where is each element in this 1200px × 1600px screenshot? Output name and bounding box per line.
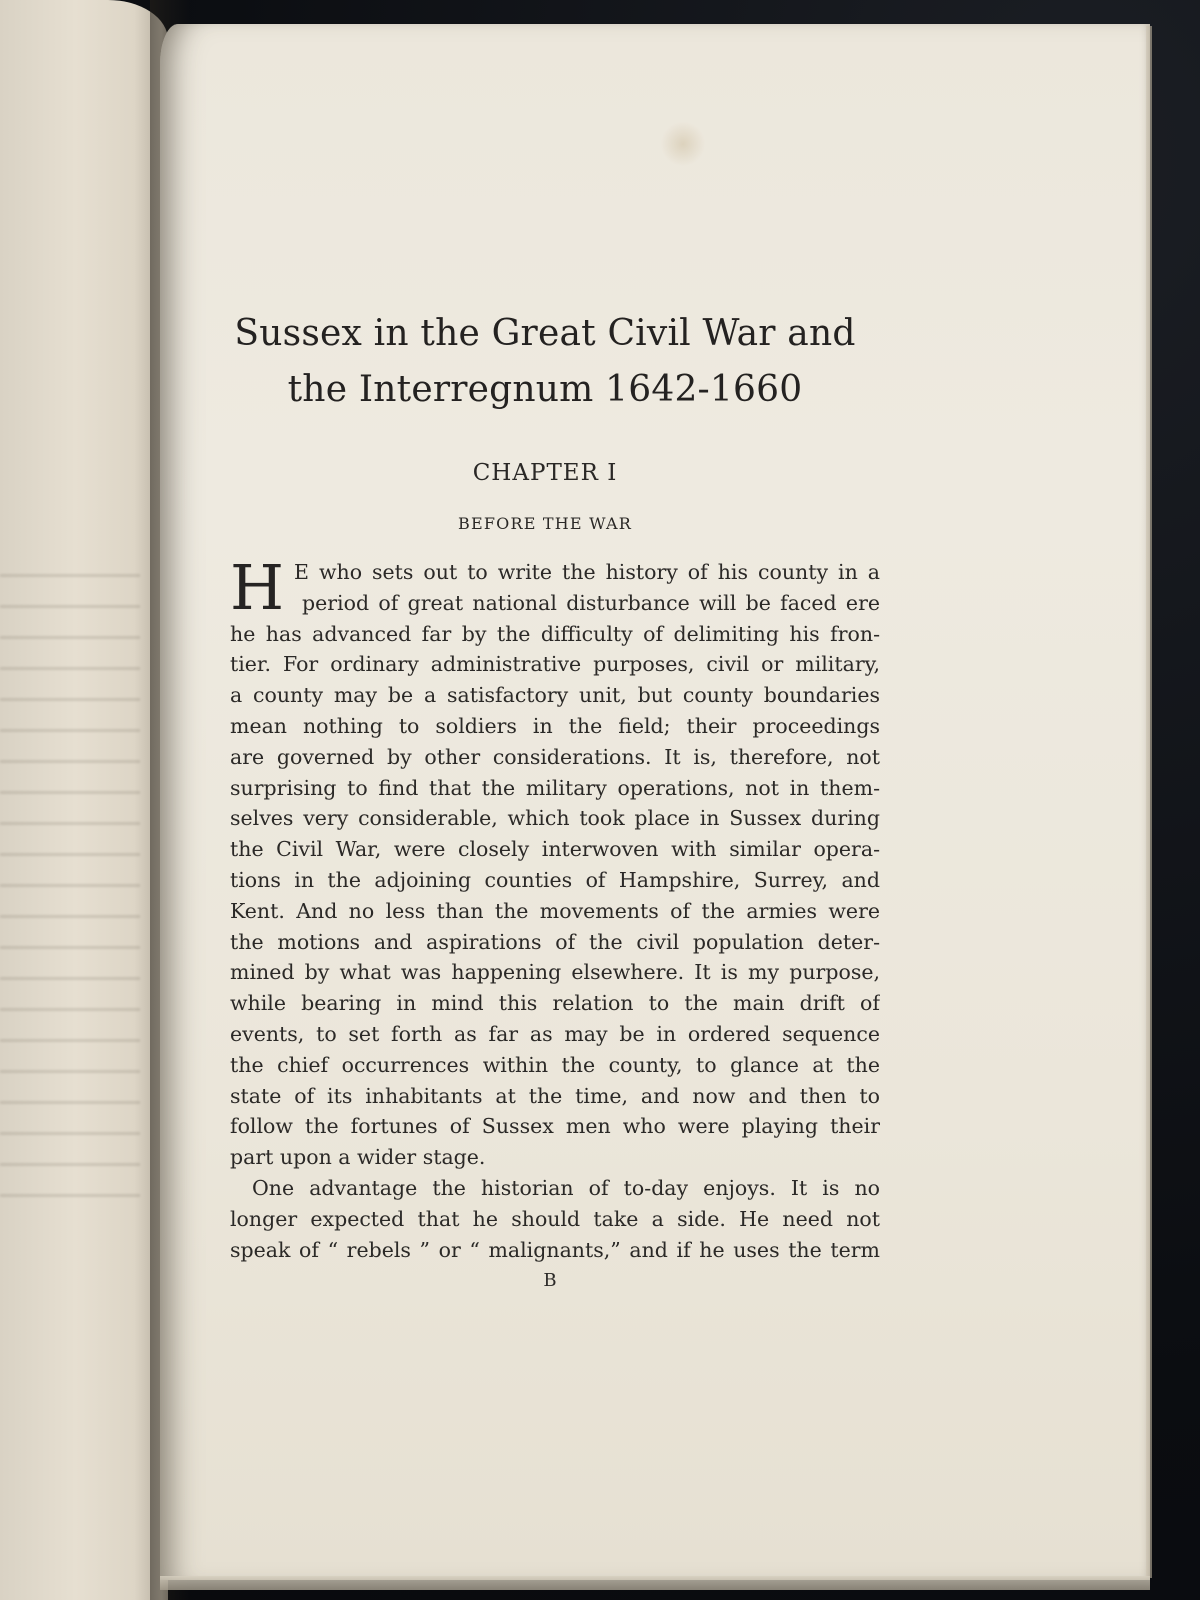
drop-cap: H (230, 551, 285, 624)
text-line: follow the fortunes of Sussex men who were playing their (230, 1114, 880, 1139)
chapter-heading: CHAPTER I (472, 460, 618, 486)
text-line: events, to set forth as far as may be in ordered sequence (230, 1021, 880, 1046)
facing-left-page (0, 0, 168, 1600)
body-text (230, 551, 880, 1265)
text-line: period of great national disturbance will be faced ere (302, 590, 880, 615)
signature-mark: B (543, 1270, 557, 1291)
text-line: Kent. And no less than the movements of the armies were (230, 898, 880, 923)
text-line: longer expected that he should take a side. He need not (230, 1206, 880, 1231)
section-heading: BEFORE THE WAR (458, 514, 632, 533)
text-line: are governed by other considerations. It is, therefore, not (230, 744, 880, 769)
text-line: speak of “ rebels ” or “ malignants,” and if he uses the term (230, 1237, 880, 1262)
text-line: mined by what was happening elsewhere. It is my purpose, (230, 960, 880, 985)
text-line: the chief occurrences within the county, to glance at the (230, 1052, 880, 1077)
left-page-faint-text (0, 560, 140, 1200)
text-line: surprising to find that the military operations, not in them- (230, 775, 880, 800)
page-bottom-edge (160, 1576, 1150, 1590)
text-line: E who sets out to write the history of his county in a (294, 560, 880, 584)
text-line: part upon a wider stage. (230, 1145, 486, 1170)
text-line: tier. For ordinary administrative purposes, civil or military, (230, 652, 880, 677)
text-line: One advantage the historian of to-day enjoys. It is no (252, 1175, 880, 1200)
book-title (200, 306, 890, 418)
page-stack-edge (1146, 26, 1152, 1578)
text-line: selves very considerable, which took place in Sussex during (230, 806, 880, 831)
text-line: the motions and aspirations of the civil population deter- (230, 929, 880, 954)
text-line: a county may be a satisfactory unit, but county boundaries (230, 683, 880, 708)
text-line: while bearing in mind this relation to the main drift of (230, 991, 880, 1016)
title-line-2: the Interregnum 1642-1660 (287, 369, 803, 410)
text-line: state of its inhabitants at the time, and now and then to (230, 1083, 880, 1108)
title-line-1: Sussex in the Great Civil War and (234, 313, 856, 354)
text-line: mean nothing to soldiers in the field; their proceedings (230, 713, 880, 738)
text-line: tions in the adjoining counties of Hampshire, Surrey, and (230, 867, 880, 892)
text-line: he has advanced far by the difficulty of delimiting his fron- (230, 621, 880, 646)
paper-stain (660, 122, 706, 166)
text-line: the Civil War, were closely interwoven with similar opera- (230, 837, 880, 862)
